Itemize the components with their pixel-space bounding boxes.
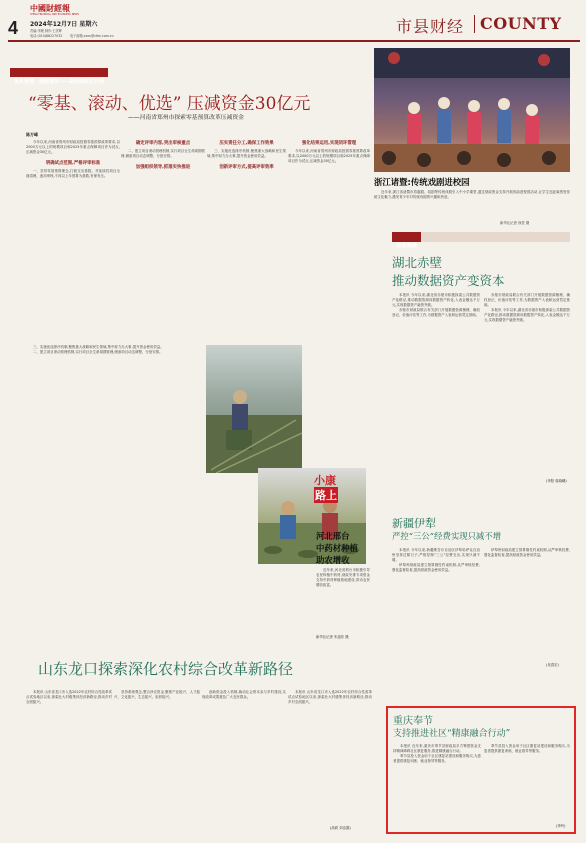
lead-column-1 [26,140,120,340]
xinjiang-subtitle: 严控“三公”经费实现只减不增 [392,531,502,541]
hubei-col-1 [392,293,480,473]
email-line: 电子邮箱:czxx@cfen.com.cn [70,34,114,38]
lead-section-heading: 压实责任分工,确保工作效果 [219,141,274,146]
chongqing-paragraph: 奉节县投入资金用于社区康复站建设和服务购买,为患者提供康复训练、就业指导等服务。 [484,744,570,754]
chongqing-credit: (李玲) [556,824,566,828]
newspaper-logo: 中國財經報 [30,3,70,13]
hubei-subtitle: 推动数据资产变资本 [392,273,505,288]
chongqing-paragraph: 本报讯 近年来,重庆市奉节县财政局多方筹措资金支持精神障碍社区康复服务,推进精康融合行动。 [393,744,481,754]
chongqing-col-1 [393,744,481,828]
hubei-col-2 [484,293,570,473]
lead-column-2 [121,140,205,340]
section-title-en: COUNTY [480,14,562,33]
chongqing-col-2 [484,744,570,822]
chongqing-subtitle: 支持推进社区“精康融合行动” [393,729,511,739]
brief-header-label-box [392,232,421,249]
lead-section-heading: 强化结果运用,实现闭环管理 [301,141,357,146]
lead-subheadline: ——河南省郑州市探索零基预算改革压减资金 [128,115,244,121]
phone-line: 电话:(010)88227032 [30,34,63,38]
xinjiang-paragraph: 本报讯 今年以来,新疆维吾尔自治区伊犁哈萨克自治州坚持过紧日子,严格控制“三公”经费支出,实现只减不增。 [392,548,480,563]
xinjiang-paragraph: 伊犁州财政局建立预算刚性约束机制,从严审核经费,强化监督检查,提高财政资金使用效益。 [484,548,570,558]
section-title: 市县财经 [396,17,465,36]
shandong-col-4 [288,690,372,820]
shandong-col-3 [202,690,286,820]
xiaokang-label-1: 小康 [314,474,336,487]
xinjiang-credit: (吴春宏) [546,663,559,667]
lead-column-1-cont [26,345,196,635]
lead-column-3 [207,140,286,340]
lead-paragraph: 三、实施优选排序机制,聚焦重大战略和民生领域,集中财力办大事,提升资金使用效益。 [207,149,286,159]
hubei-credit: (李阳 周晓曦) [546,479,567,483]
issue-date: 2024年12月7日 星期六 [30,21,98,28]
xinjiang-col-1 [392,548,480,648]
chongqing-title: 重庆奉节 [393,716,433,727]
xiaokang-label-2: 路上 [315,489,337,502]
hebei-title-2: 中药材种植 [316,543,358,553]
editors-line: 责编:李媛 制作:王洪辉 [30,29,62,33]
zhejiang-caption: 近年来,浙江省诸暨市将越剧、绍剧等传统戏剧引入中小学课堂,通过财政资金支持开展戏曲进校园活动,让学生近距离感受传统文化魅力,激发青少年对传统戏剧的兴趣和热爱。 [374,190,570,200]
hubei-title: 湖北赤壁 [392,255,443,270]
lead-byline: 陈万峰 [26,132,38,137]
hebei-title-1: 河北邢台 [316,531,350,541]
lead-paragraph: 二、建立项目滚动管理机制,实行项目全生命周期管理,储备项目动态调整、分批安排。 [121,149,205,159]
lead-paragraph: 二、建立项目滚动管理机制,实行项目全生命周期管理,储备项目动态调整、分批安排。 [33,350,163,355]
shandong-credit: (高莉 刘洁娟) [330,826,351,830]
zhejiang-title: 浙江诸暨:传统戏剧进校园 [374,177,470,187]
shandong-headline: 山东龙口探索深化农村综合改革新路径 [38,660,294,678]
xinjiang-title: 新疆伊犁 [392,517,436,530]
lead-section-heading: 明确试点范围,严格评审标准 [45,161,101,167]
brief-header [392,232,570,249]
shandong-paragraph: 本报讯 山东省龙口市入选2022年农村综合性改革试点试验地区以来,探索壮大村级集体经济新路径,推动乡村全面振兴。 [288,690,372,705]
chongqing-paragraph: 奉节县投入资金用于社区康复站建设和服务购买,为患者提供康复训练、就业指导等服务。 [393,754,481,764]
lead-section-heading: 确定评审内容,突出审核重点 [135,141,191,146]
lead-column-4 [288,140,370,340]
xiaokang-box [308,470,354,506]
lead-paragraph: 一、坚持零基预算理念,打破支出基数。对延续性项目全面清理、逐项审核,不再以上年预算为基数,有保有压。 [26,169,120,179]
lead-section-heading: 加强组织领导,抓落实快推进 [135,165,191,171]
zhejiang-photo [374,48,570,172]
brief-header-label: 信息速递 [396,243,417,249]
lead-headline: “零基、滚动、优选” 压减资金30亿元 [28,94,311,114]
lead-paragraph: 三、实施优选排序机制,聚焦重大战略和民生领域,集中财力办大事,提升资金使用效益。 [33,345,164,349]
hubei-paragraph: 本报讯 今年以来,湖北省赤壁市积极探索公共数据资产化路径,推动数据资源向数据资产转化,入表金额达千万元,实现数据资产融资突破。 [484,308,570,323]
lead-section-heading: 创新评审方式,提高评审效率 [219,165,274,171]
lead-tag [10,68,108,85]
xinjiang-col-2 [484,548,570,648]
shandong-paragraph: 坚持系统观念,整合涉农资金,聚焦产业振兴、人才振兴、文化振兴、生态振兴、组织振兴。 [114,690,200,700]
shandong-col-2 [114,690,200,820]
masthead [0,0,586,40]
shandong-paragraph: 本报讯 山东省龙口市入选2022年农村综合性改革试点试验地区以来,探索壮大村级集体经济新路径,推动乡村全面振兴。 [26,690,112,705]
zhejiang-credit: 新华社记者 徐昱 摄 [500,221,530,225]
lead-tag-text: 优化管理 提质增效——基层财政在行动 [14,79,105,85]
xinjiang-paragraph: 伊犁州财政局建立预算刚性约束机制,从严审核经费,强化监督检查,提高财政资金使用效益。 [392,563,480,573]
hubei-paragraph: 赤壁市财政局联合有关部门开展数据资源梳理、确权登记、价值评估等工作,为数据资产入表和运营奠定基础。 [392,308,480,318]
shandong-col-1 [26,690,112,820]
lead-paragraph: 今年以来,河南省郑州市财政局按照零基预算改革要求,以2000万元以上的规模项目和2025年重点保障项目作为试点,压减资金30亿元。 [26,140,120,155]
farmer-field-image [206,345,302,473]
hebei-caption: 近年来,河北省邢台市积极引导农民种植中药材,财政安排专项资金支持中药材种植基地建设,带动农民增收致富。 [316,568,370,588]
hubei-paragraph: 本报讯 今年以来,湖北省赤壁市积极探索公共数据资产化路径,推动数据资源向数据资产转化,入表金额达千万元,实现数据资产融资突破。 [392,293,480,308]
section-divider [474,15,475,33]
hebei-credit: 新华社记者 朱旭东 摄 [316,635,349,639]
shandong-paragraph: 创新资金投入机制,撬动社会资本参与乡村建设,实现改革成果惠及广大农民群众。 [202,690,286,700]
newspaper-logo-en: CHINA FINANCIAL AND ECONOMIC NEWS [30,13,79,16]
page-number: 4 [8,18,19,38]
lead-paragraph: 今年以来,河南省郑州市财政局按照零基预算改革要求,以2000万元以上的规模项目和2025年重点保障项目作为试点,压减资金30亿元。 [288,149,370,164]
field-photo-top [206,345,302,473]
hubei-paragraph: 赤壁市财政局联合有关部门开展数据资源梳理、确权登记、价值评估等工作,为数据资产入表和运营奠定基础。 [484,293,570,308]
masthead-rule [8,40,580,42]
hebei-title-3: 助农增收 [316,555,350,565]
stage-performers-image [374,48,570,172]
